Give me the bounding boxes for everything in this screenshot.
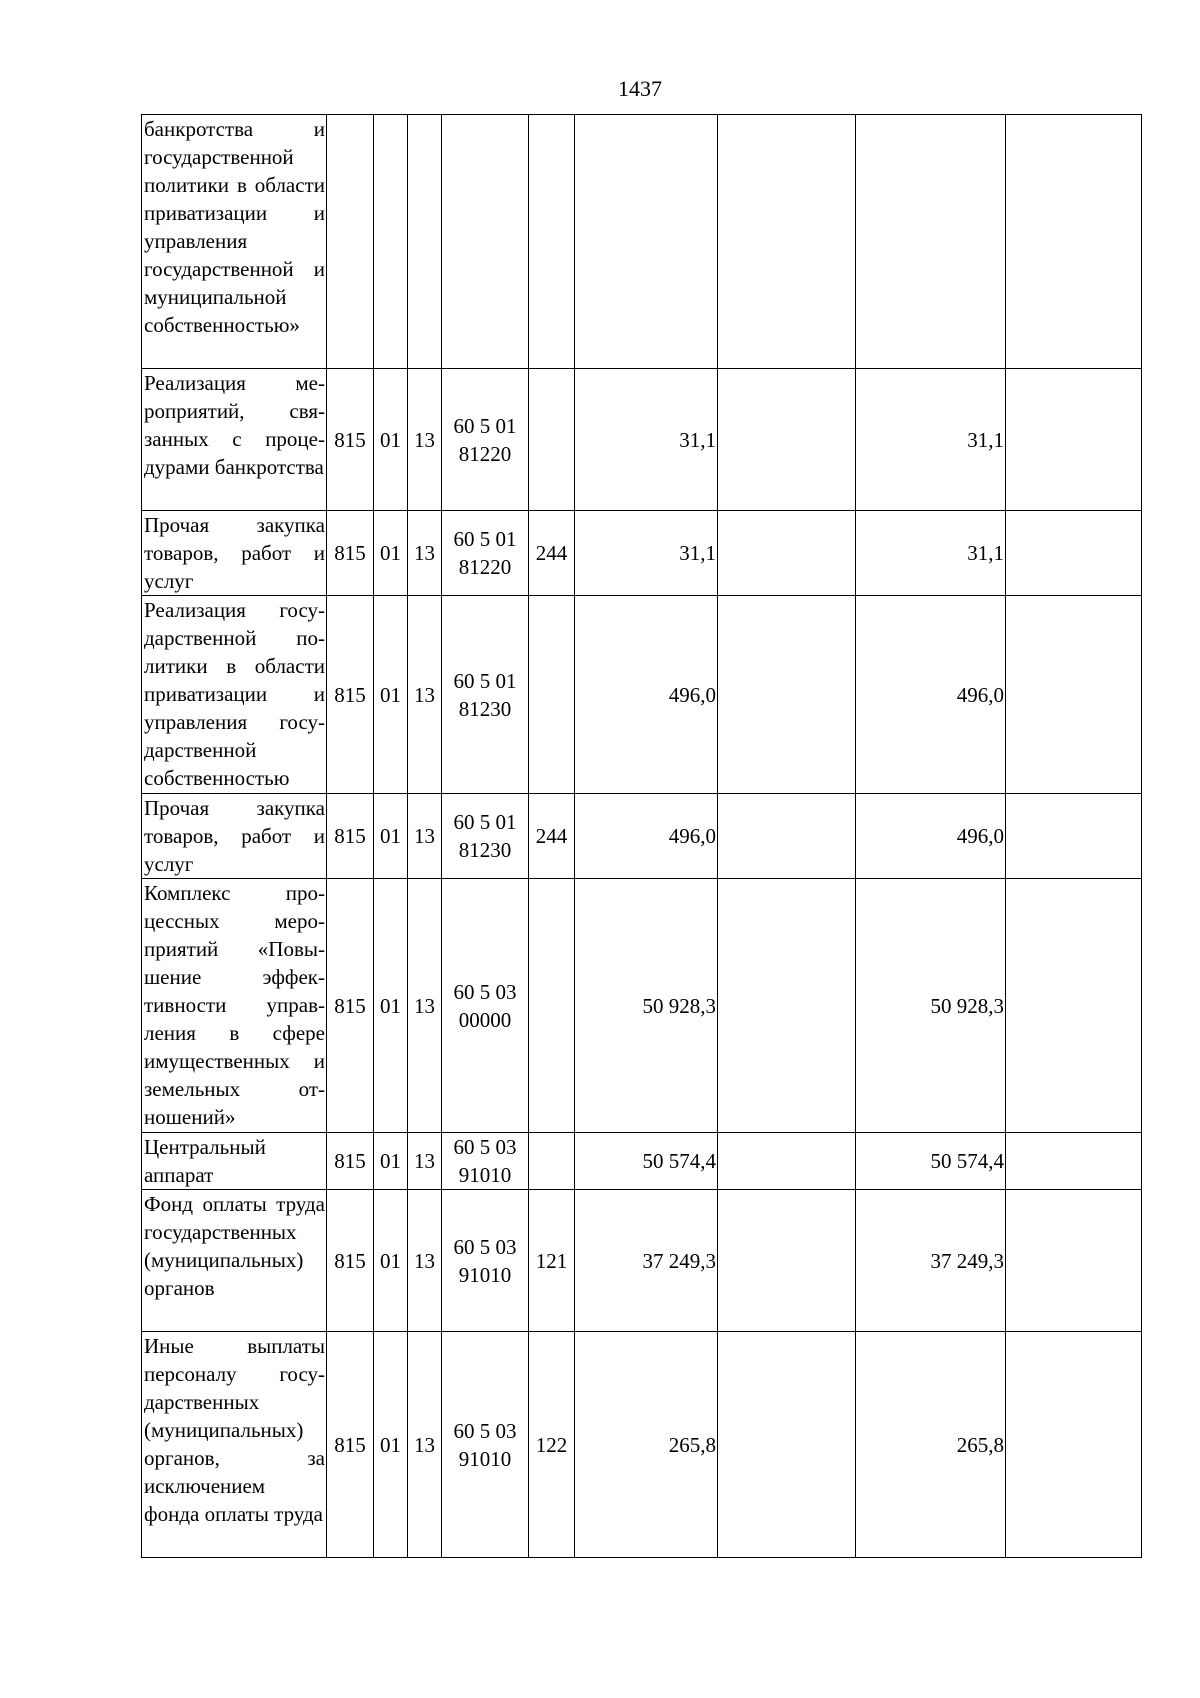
amount-column-4 (1006, 879, 1142, 1133)
amount-total: 50 928,3 (575, 879, 718, 1133)
ministry-code: 815 (327, 1190, 374, 1332)
amount-column-3: 496,0 (856, 596, 1006, 794)
target-article-code: 60 5 03 91010 (442, 1332, 529, 1558)
expense-type-code (529, 115, 575, 369)
row-name: Фонд оплаты труда государственных (муниципальных) органов (142, 1190, 327, 1332)
ministry-code: 815 (327, 794, 374, 879)
target-article-code: 60 5 03 91010 (442, 1190, 529, 1332)
subsection-code: 13 (408, 511, 442, 596)
amount-column-4 (1006, 369, 1142, 511)
section-code: 01 (374, 511, 408, 596)
ministry-code: 815 (327, 1133, 374, 1190)
expense-type-code (529, 1133, 575, 1190)
ministry-code: 815 (327, 511, 374, 596)
amount-column-2 (718, 1190, 856, 1332)
amount-column-3: 50 574,4 (856, 1133, 1006, 1190)
expense-type-code: 244 (529, 511, 575, 596)
subsection-code: 13 (408, 794, 442, 879)
section-code: 01 (374, 596, 408, 794)
ministry-code (327, 115, 374, 369)
row-name: Центральный аппарат (142, 1133, 327, 1190)
amount-column-4 (1006, 1332, 1142, 1558)
target-article-code: 60 5 03 91010 (442, 1133, 529, 1190)
table-row (142, 1190, 1142, 1332)
target-article-code (442, 115, 529, 369)
page-number: 1437 (618, 76, 662, 101)
expense-type-code: 244 (529, 794, 575, 879)
subsection-code: 13 (408, 879, 442, 1133)
budget-table (141, 114, 1142, 1558)
amount-column-2 (718, 511, 856, 596)
amount-column-3: 31,1 (856, 511, 1006, 596)
table-row (142, 115, 1142, 369)
expense-type-code (529, 596, 575, 794)
row-name: Прочая закупка товаров, работ и услуг (142, 794, 327, 879)
ministry-code: 815 (327, 1332, 374, 1558)
expense-type-code (529, 369, 575, 511)
section-code: 01 (374, 369, 408, 511)
row-name: банкротства и государственной политики в области приватизации и управления государственной и муниципальной собственностью» (142, 115, 327, 369)
section-code: 01 (374, 879, 408, 1133)
table-row (142, 794, 1142, 879)
table-row (142, 1332, 1142, 1558)
amount-column-3: 50 928,3 (856, 879, 1006, 1133)
ministry-code: 815 (327, 369, 374, 511)
amount-column-4 (1006, 1190, 1142, 1332)
amount-column-4 (1006, 511, 1142, 596)
subsection-code: 13 (408, 1332, 442, 1558)
row-name: Реализация государственной политики в области приватизации и управления государственной собственностью (142, 596, 327, 794)
expense-type-code: 122 (529, 1332, 575, 1558)
amount-total: 265,8 (575, 1332, 718, 1558)
target-article-code: 60 5 03 00000 (442, 879, 529, 1133)
section-code: 01 (374, 1190, 408, 1332)
amount-total: 37 249,3 (575, 1190, 718, 1332)
subsection-code: 13 (408, 369, 442, 511)
amount-column-2 (718, 1133, 856, 1190)
target-article-code: 60 5 01 81230 (442, 794, 529, 879)
subsection-code: 13 (408, 1133, 442, 1190)
amount-column-3: 31,1 (856, 369, 1006, 511)
row-name: Прочая закупка товаров, работ и услуг (142, 511, 327, 596)
amount-column-4 (1006, 1133, 1142, 1190)
subsection-code: 13 (408, 1190, 442, 1332)
amount-column-2 (718, 369, 856, 511)
amount-total: 496,0 (575, 596, 718, 794)
target-article-code: 60 5 01 81220 (442, 511, 529, 596)
subsection-code (408, 115, 442, 369)
row-name: Иные выплаты персоналу государственных (муниципальных) органов, за исключением фонда оплаты труда (142, 1332, 327, 1558)
amount-column-3: 37 249,3 (856, 1190, 1006, 1332)
amount-column-2 (718, 596, 856, 794)
amount-total: 50 574,4 (575, 1133, 718, 1190)
amount-column-2 (718, 115, 856, 369)
expense-type-code (529, 879, 575, 1133)
amount-column-3: 496,0 (856, 794, 1006, 879)
subsection-code: 13 (408, 596, 442, 794)
target-article-code: 60 5 01 81220 (442, 369, 529, 511)
amount-total: 496,0 (575, 794, 718, 879)
amount-total (575, 115, 718, 369)
table-row (142, 511, 1142, 596)
ministry-code: 815 (327, 879, 374, 1133)
amount-column-3 (856, 115, 1006, 369)
table-row (142, 369, 1142, 511)
amount-column-4 (1006, 794, 1142, 879)
row-name: Реализация мероприятий, связанных с процедурами банкротства (142, 369, 327, 511)
amount-column-4 (1006, 596, 1142, 794)
amount-column-4 (1006, 115, 1142, 369)
section-code: 01 (374, 1133, 408, 1190)
ministry-code: 815 (327, 596, 374, 794)
table-row (142, 1133, 1142, 1190)
table-row (142, 596, 1142, 794)
section-code: 01 (374, 1332, 408, 1558)
expense-type-code: 121 (529, 1190, 575, 1332)
target-article-code: 60 5 01 81230 (442, 596, 529, 794)
amount-column-2 (718, 794, 856, 879)
amount-column-2 (718, 879, 856, 1133)
amount-total: 31,1 (575, 369, 718, 511)
row-name: Комплекс процессных мероприятий «Повышение эффективности управления в сфере имущественных и земельных отношений» (142, 879, 327, 1133)
section-code: 01 (374, 794, 408, 879)
table-row (142, 879, 1142, 1133)
section-code (374, 115, 408, 369)
amount-column-2 (718, 1332, 856, 1558)
amount-column-3: 265,8 (856, 1332, 1006, 1558)
amount-total: 31,1 (575, 511, 718, 596)
